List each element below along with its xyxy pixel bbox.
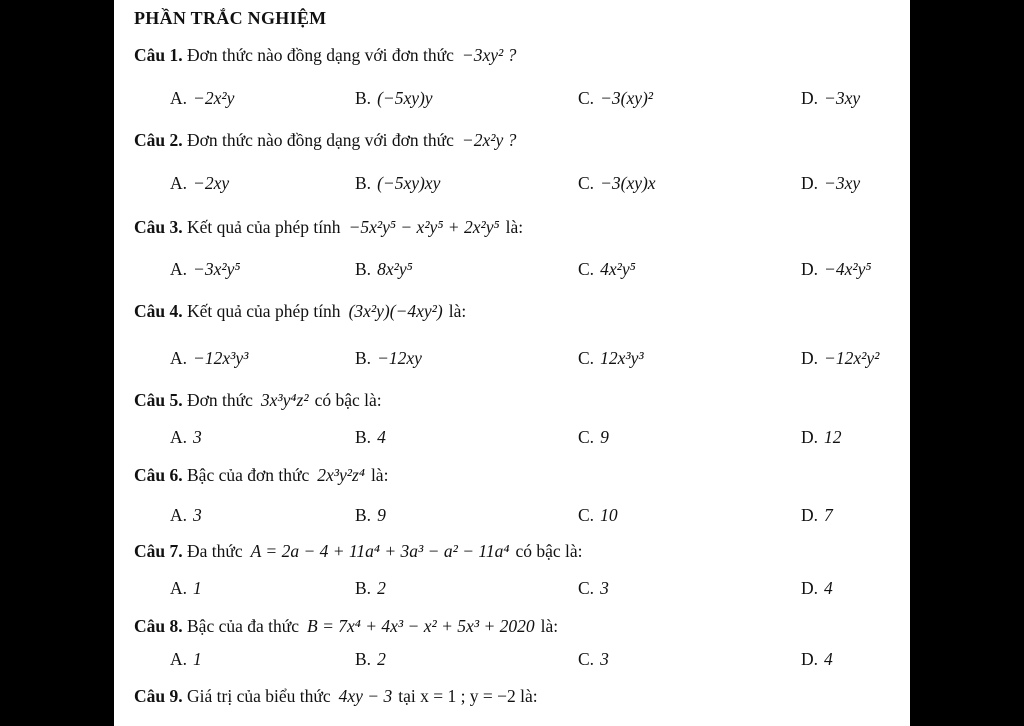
question-8: [134, 616, 910, 637]
option-a[interactable]: [170, 348, 248, 369]
question-expression: A = 2a − 4 + 11a⁴ + 3a³ − a² − 11a⁴: [250, 541, 510, 561]
question-expression: (3x²y)(−4xy²): [348, 301, 443, 321]
option-letter: D.: [801, 427, 819, 447]
option-letter: B.: [355, 505, 372, 525]
question-text: Bậc của đơn thức: [182, 465, 310, 485]
question-4: [134, 301, 910, 322]
option-value: −12x²y²: [824, 348, 880, 368]
option-a[interactable]: [170, 427, 202, 448]
option-letter: B.: [355, 427, 372, 447]
option-letter: B.: [355, 348, 372, 368]
option-c[interactable]: [578, 578, 609, 599]
question-text: Kết quả của phép tính: [182, 301, 341, 321]
option-b[interactable]: [355, 505, 386, 526]
option-value: 9: [600, 427, 609, 447]
question-7: [134, 541, 910, 562]
question-label: Câu 7.: [134, 541, 183, 561]
question-tail: là:: [370, 465, 389, 485]
option-letter: C.: [578, 649, 595, 669]
option-value: 1: [193, 578, 202, 598]
option-value: −12xy: [377, 348, 422, 368]
option-value: −3xy: [824, 88, 861, 108]
option-letter: C.: [578, 173, 595, 193]
option-letter: A.: [170, 88, 188, 108]
option-value: −12x³y³: [193, 348, 249, 368]
question-text: Đơn thức nào đồng dạng với đơn thức: [182, 130, 454, 150]
option-letter: A.: [170, 259, 188, 279]
option-value: −3(xy)²: [600, 88, 654, 108]
option-d[interactable]: [801, 578, 833, 599]
question-label: Câu 9.: [134, 686, 183, 706]
option-value: 4: [377, 427, 386, 447]
question-expression: 4xy − 3: [338, 686, 393, 706]
question-text: Bậc của đa thức: [182, 616, 299, 636]
question-text: Giá trị của biểu thức: [182, 686, 331, 706]
option-value: (−5xy)y: [377, 88, 433, 108]
question-tail: tại x = 1 ; y = −2 là:: [398, 686, 538, 706]
question-expression: −3xy² ?: [461, 45, 517, 65]
option-value: (−5xy)xy: [377, 173, 441, 193]
option-c[interactable]: [578, 649, 609, 670]
option-d[interactable]: [801, 173, 860, 194]
option-value: 2: [377, 649, 386, 669]
option-c[interactable]: [578, 88, 653, 109]
question-tail: có bậc là:: [314, 390, 382, 410]
option-letter: A.: [170, 173, 188, 193]
option-b[interactable]: [355, 427, 386, 448]
option-letter: D.: [801, 348, 819, 368]
option-a[interactable]: [170, 649, 202, 670]
option-c[interactable]: [578, 505, 618, 526]
option-letter: C.: [578, 259, 595, 279]
option-letter: A.: [170, 348, 188, 368]
section-title: PHẦN TRẮC NGHIỆM: [134, 8, 327, 28]
question-3: [134, 217, 910, 238]
option-value: −3xy: [824, 173, 861, 193]
question-text: Đa thức: [182, 541, 243, 561]
question-6: [134, 465, 910, 486]
question-expression: 3x³y⁴z²: [260, 390, 309, 410]
option-b[interactable]: [355, 173, 440, 194]
question-text: Đơn thức: [182, 390, 253, 410]
question-tail: là:: [505, 217, 524, 237]
question-text: Kết quả của phép tính: [182, 217, 341, 237]
option-value: 3: [193, 505, 202, 525]
option-a[interactable]: [170, 88, 234, 109]
option-letter: C.: [578, 427, 595, 447]
option-value: 3: [600, 649, 609, 669]
question-tail: có bậc là:: [515, 541, 583, 561]
option-value: 12: [824, 427, 842, 447]
option-b[interactable]: [355, 259, 413, 280]
question-tail: là:: [540, 616, 559, 636]
option-c[interactable]: [578, 348, 644, 369]
option-value: 4: [824, 649, 833, 669]
option-value: 1: [193, 649, 202, 669]
option-d[interactable]: [801, 649, 833, 670]
option-b[interactable]: [355, 649, 386, 670]
question-5: [134, 390, 910, 411]
option-c[interactable]: [578, 259, 636, 280]
option-value: 3: [600, 578, 609, 598]
question-label: Câu 6.: [134, 465, 183, 485]
option-value: −3x²y⁵: [193, 259, 241, 279]
option-d[interactable]: [801, 348, 879, 369]
question-2: [134, 130, 910, 151]
option-d[interactable]: [801, 427, 842, 448]
document-page: [114, 0, 910, 726]
option-letter: D.: [801, 649, 819, 669]
question-label: Câu 1.: [134, 45, 183, 65]
option-b[interactable]: [355, 348, 422, 369]
question-expression: B = 7x⁴ + 4x³ − x² + 5x³ + 2020: [307, 616, 535, 636]
question-expression: −2x²y ?: [461, 130, 517, 150]
option-value: 7: [824, 505, 833, 525]
option-a[interactable]: [170, 173, 229, 194]
option-value: 2: [377, 578, 386, 598]
option-value: 12x³y³: [600, 348, 644, 368]
option-letter: A.: [170, 505, 188, 525]
option-letter: A.: [170, 578, 188, 598]
option-letter: B.: [355, 649, 372, 669]
option-a[interactable]: [170, 259, 240, 280]
option-value: −2x²y: [193, 88, 235, 108]
option-letter: C.: [578, 348, 595, 368]
option-letter: D.: [801, 505, 819, 525]
option-value: −4x²y⁵: [824, 259, 872, 279]
question-label: Câu 8.: [134, 616, 183, 636]
option-value: 8x²y⁵: [377, 259, 413, 279]
question-label: Câu 5.: [134, 390, 183, 410]
option-letter: D.: [801, 173, 819, 193]
question-tail: là:: [448, 301, 467, 321]
question-1: [134, 45, 910, 66]
option-value: −2xy: [193, 173, 230, 193]
option-b[interactable]: [355, 578, 386, 599]
question-text: Đơn thức nào đồng dạng với đơn thức: [182, 45, 454, 65]
question-expression: −5x²y⁵ − x²y⁵ + 2x²y⁵: [348, 217, 500, 237]
option-value: 10: [600, 505, 618, 525]
option-value: −3(xy)x: [600, 173, 656, 193]
question-expression: 2x³y²z⁴: [317, 465, 365, 485]
option-c[interactable]: [578, 173, 656, 194]
option-value: 4x²y⁵: [600, 259, 636, 279]
question-label: Câu 3.: [134, 217, 183, 237]
option-c[interactable]: [578, 427, 609, 448]
option-b[interactable]: [355, 88, 433, 109]
question-label: Câu 2.: [134, 130, 183, 150]
option-d[interactable]: [801, 88, 860, 109]
question-9: [134, 686, 910, 707]
option-d[interactable]: [801, 505, 833, 526]
option-letter: A.: [170, 427, 188, 447]
option-letter: B.: [355, 173, 372, 193]
option-letter: B.: [355, 578, 372, 598]
option-letter: C.: [578, 505, 595, 525]
option-letter: C.: [578, 578, 595, 598]
option-letter: D.: [801, 88, 819, 108]
option-letter: A.: [170, 649, 188, 669]
option-letter: C.: [578, 88, 595, 108]
option-letter: B.: [355, 259, 372, 279]
option-letter: B.: [355, 88, 372, 108]
question-label: Câu 4.: [134, 301, 183, 321]
option-letter: D.: [801, 578, 819, 598]
option-letter: D.: [801, 259, 819, 279]
option-value: 4: [824, 578, 833, 598]
option-value: 3: [193, 427, 202, 447]
option-a[interactable]: [170, 578, 202, 599]
option-value: 9: [377, 505, 386, 525]
option-a[interactable]: [170, 505, 202, 526]
option-d[interactable]: [801, 259, 871, 280]
